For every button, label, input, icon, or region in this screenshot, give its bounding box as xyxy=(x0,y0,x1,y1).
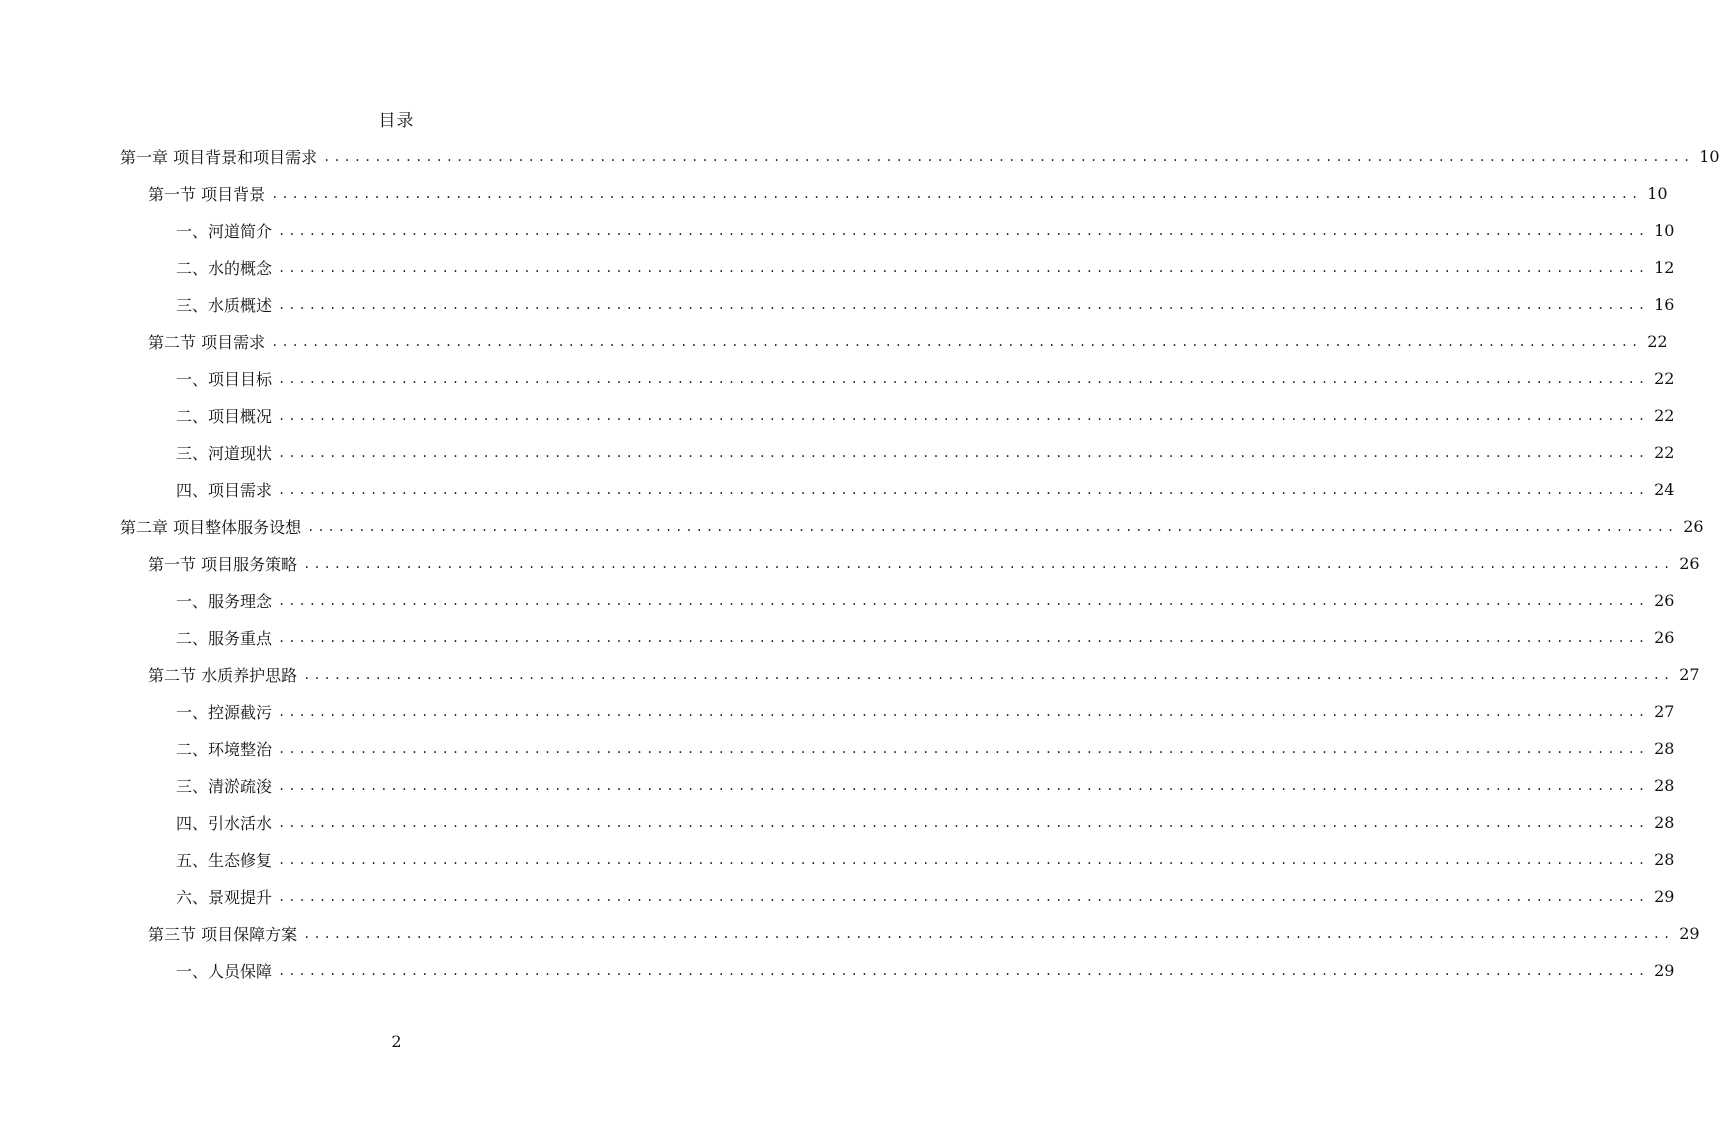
dot-leader: ...................................................................................................................................... xyxy=(278,445,1649,460)
toc-entry-label: 三、河道现状 xyxy=(176,444,273,463)
toc-entry-label: 四、项目需求 xyxy=(176,481,273,500)
toc-title: 目录 xyxy=(378,111,415,131)
toc-entry-page: 26 xyxy=(1679,554,1700,573)
toc-entry[interactable] xyxy=(148,323,1668,360)
toc-entry-page: 26 xyxy=(1683,517,1704,536)
dot-leader: ...................................................................................................................................... xyxy=(303,556,1674,571)
toc-entry-label: 一、人员保障 xyxy=(176,962,273,981)
toc-entry-page: 22 xyxy=(1654,369,1675,388)
toc-entry[interactable] xyxy=(176,619,1675,656)
toc-entry-label: 一、服务理念 xyxy=(176,592,273,611)
toc-entry[interactable] xyxy=(176,471,1675,508)
toc-entry-label: 三、水质概述 xyxy=(176,296,273,315)
dot-leader: ...................................................................................................................................... xyxy=(278,852,1649,867)
toc-entry-page: 27 xyxy=(1654,702,1675,721)
toc-entry[interactable] xyxy=(176,693,1675,730)
toc-entry-page: 29 xyxy=(1679,924,1700,943)
toc-entry-label: 五、生态修复 xyxy=(176,851,273,870)
toc-entry-page: 28 xyxy=(1654,776,1675,795)
toc-entry[interactable] xyxy=(176,730,1675,767)
dot-leader: ...................................................................................................................................... xyxy=(278,408,1649,423)
toc-entry[interactable] xyxy=(176,434,1675,471)
dot-leader: ...................................................................................................................................... xyxy=(278,889,1649,904)
dot-leader: ...................................................................................................................................... xyxy=(278,223,1649,238)
page-number: 2 xyxy=(391,1032,402,1051)
dot-leader: ...................................................................................................................................... xyxy=(278,815,1649,830)
toc-entry-page: 27 xyxy=(1679,665,1700,684)
toc-entry[interactable] xyxy=(176,767,1675,804)
toc-entry[interactable] xyxy=(148,545,1700,582)
toc-entry[interactable] xyxy=(120,508,1704,545)
dot-leader: ...................................................................................................................................... xyxy=(278,260,1649,275)
toc-entry[interactable] xyxy=(176,397,1675,434)
toc-entry-label: 一、项目目标 xyxy=(176,370,273,389)
toc-entry-page: 12 xyxy=(1654,258,1675,277)
toc-entry-label: 六、景观提升 xyxy=(176,888,273,907)
toc-entry[interactable] xyxy=(176,804,1675,841)
toc-entry[interactable] xyxy=(176,212,1675,249)
dot-leader: ...................................................................................................................................... xyxy=(278,371,1649,386)
dot-leader: ...................................................................................................................................... xyxy=(323,149,1694,164)
toc-entry[interactable] xyxy=(148,656,1700,693)
toc-entry-label: 第三节 项目保障方案 xyxy=(148,925,298,944)
toc-entry[interactable] xyxy=(176,582,1675,619)
toc-entry-label: 二、水的概念 xyxy=(176,259,273,278)
toc-entry-page: 10 xyxy=(1654,221,1675,240)
toc-entry-page: 22 xyxy=(1647,332,1668,351)
toc-entry[interactable] xyxy=(176,360,1675,397)
toc-entry[interactable] xyxy=(148,175,1668,212)
toc-entry-label: 四、引水活水 xyxy=(176,814,273,833)
dot-leader: ...................................................................................................................................... xyxy=(278,963,1649,978)
toc-entry-label: 二、服务重点 xyxy=(176,629,273,648)
dot-leader: ...................................................................................................................................... xyxy=(278,482,1649,497)
dot-leader: ...................................................................................................................................... xyxy=(303,667,1674,682)
toc-entry[interactable] xyxy=(176,952,1675,989)
dot-leader: ...................................................................................................................................... xyxy=(303,926,1674,941)
dot-leader: ...................................................................................................................................... xyxy=(278,741,1649,756)
toc-entry-label: 第二节 项目需求 xyxy=(148,333,266,352)
toc-entry-label: 第一节 项目服务策略 xyxy=(148,555,298,574)
toc-entry-label: 二、项目概况 xyxy=(176,407,273,426)
toc-entry-label: 第一节 项目背景 xyxy=(148,185,266,204)
toc-entry-page: 26 xyxy=(1654,591,1675,610)
toc-entry-page: 24 xyxy=(1654,480,1675,499)
toc-entry-label: 第二章 项目整体服务设想 xyxy=(120,518,302,537)
toc-entry-page: 29 xyxy=(1654,887,1675,906)
dot-leader: ...................................................................................................................................... xyxy=(278,778,1649,793)
dot-leader: ...................................................................................................................................... xyxy=(271,334,1642,349)
toc-entry-page: 10 xyxy=(1699,147,1720,166)
dot-leader: ...................................................................................................................................... xyxy=(278,297,1649,312)
toc-entry-label: 第一章 项目背景和项目需求 xyxy=(120,148,318,167)
dot-leader: ...................................................................................................................................... xyxy=(278,630,1649,645)
toc-entry-page: 28 xyxy=(1654,813,1675,832)
dot-leader: ...................................................................................................................................... xyxy=(307,519,1678,534)
toc-entry-label: 第二节 水质养护思路 xyxy=(148,666,298,685)
toc-entry-page: 10 xyxy=(1647,184,1668,203)
toc-entry-page: 22 xyxy=(1654,443,1675,462)
toc-entry-label: 一、河道简介 xyxy=(176,222,273,241)
toc-entry-page: 29 xyxy=(1654,961,1675,980)
toc-entry[interactable] xyxy=(176,841,1675,878)
toc-entry-page: 28 xyxy=(1654,850,1675,869)
toc-entry-page: 26 xyxy=(1654,628,1675,647)
dot-leader: ...................................................................................................................................... xyxy=(278,593,1649,608)
toc-entry[interactable] xyxy=(120,138,1720,175)
toc-entry[interactable] xyxy=(176,249,1675,286)
toc-entry-label: 三、清淤疏浚 xyxy=(176,777,273,796)
dot-leader: ...................................................................................................................................... xyxy=(271,186,1642,201)
toc-entry-page: 22 xyxy=(1654,406,1675,425)
toc-entry[interactable] xyxy=(176,878,1675,915)
toc-entry-page: 28 xyxy=(1654,739,1675,758)
toc-entry[interactable] xyxy=(176,286,1675,323)
toc-entry[interactable] xyxy=(148,915,1700,952)
dot-leader: ...................................................................................................................................... xyxy=(278,704,1649,719)
toc-entry-label: 二、环境整治 xyxy=(176,740,273,759)
toc-entry-page: 16 xyxy=(1654,295,1675,314)
toc-entry-label: 一、控源截污 xyxy=(176,703,273,722)
